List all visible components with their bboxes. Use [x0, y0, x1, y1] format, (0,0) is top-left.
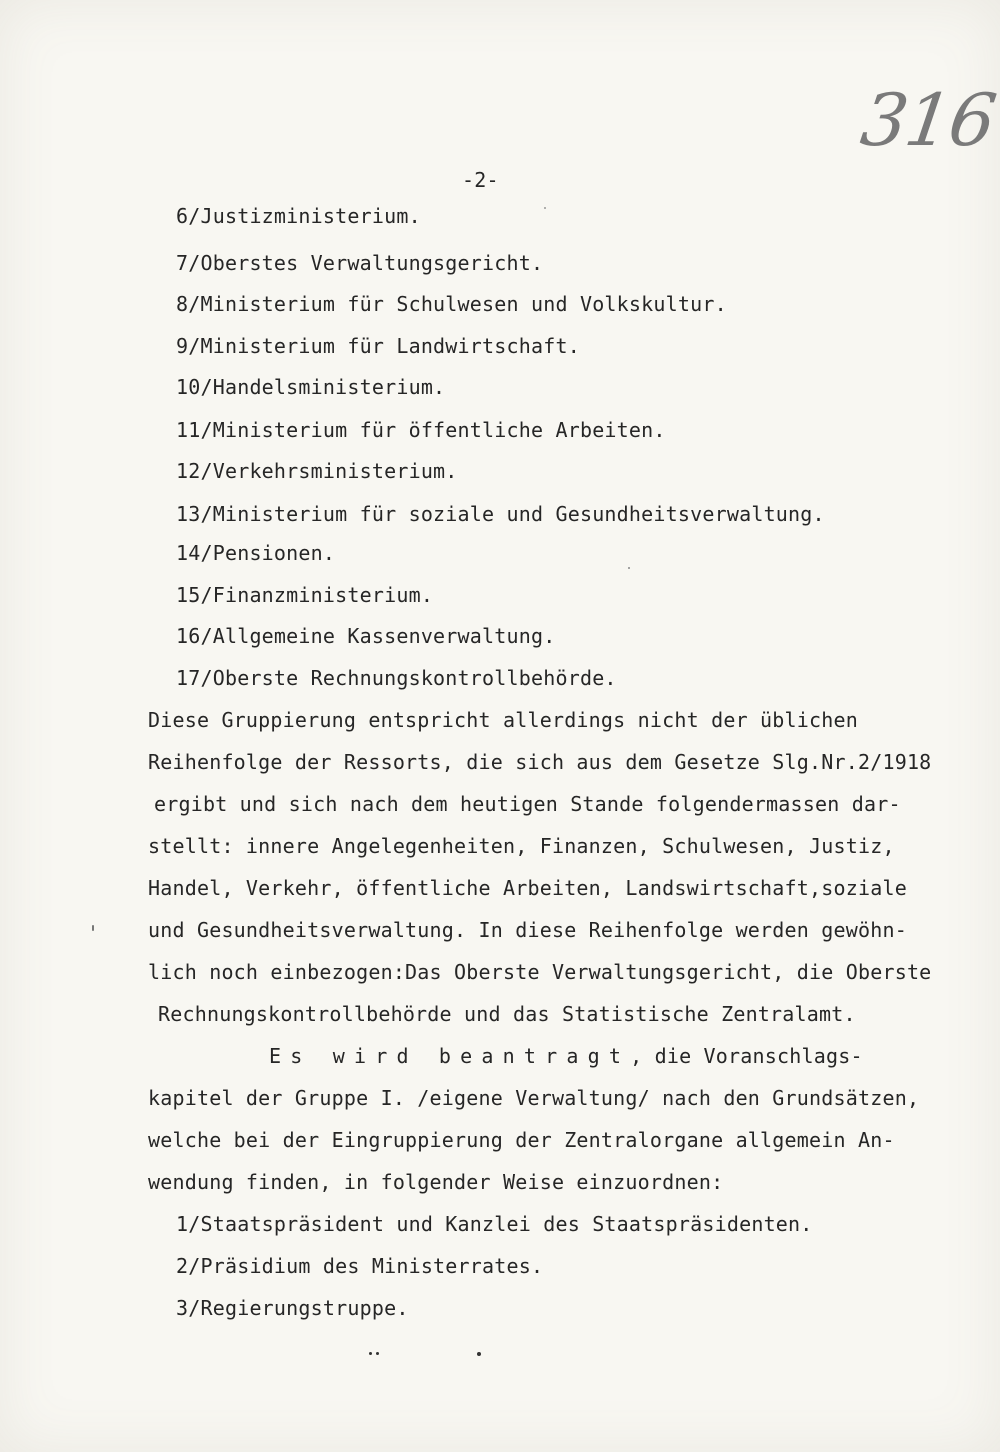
- paragraph-line: Reihenfolge der Ressorts, die sich aus dem Gesetze Slg.Nr.2/1918: [148, 750, 932, 774]
- list-item: 11/Ministerium für öffentliche Arbeiten.: [176, 418, 666, 442]
- list-item: 12/Verkehrsministerium.: [176, 459, 458, 483]
- continuation-dot: [376, 1352, 379, 1355]
- list-item: 10/Handelsministerium.: [176, 375, 446, 399]
- paragraph-line: kapitel der Gruppe I. /eigene Verwaltung/ nach den Grundsätzen,: [148, 1086, 920, 1110]
- paragraph-line: Rechnungskontrollbehörde und das Statistische Zentralamt.: [158, 1002, 856, 1026]
- paper-speck: [544, 207, 546, 209]
- list-item: 13/Ministerium für soziale und Gesundheitsverwaltung.: [176, 502, 825, 526]
- list-item: 7/Oberstes Verwaltungsgericht.: [176, 251, 544, 275]
- list-item: 14/Pensionen.: [176, 541, 336, 565]
- list-item: 8/Ministerium für Schulwesen und Volkskultur.: [176, 292, 727, 316]
- list-item: 17/Oberste Rechnungskontrollbehörde.: [176, 666, 617, 690]
- page-number: -2-: [462, 168, 499, 192]
- list-item: 3/Regierungstruppe.: [176, 1296, 409, 1320]
- paragraph-first-line: [269, 1044, 863, 1068]
- paragraph-line: lich noch einbezogen:Das Oberste Verwaltungsgericht, die Oberste: [148, 960, 932, 984]
- list-item: 2/Präsidium des Ministerrates.: [176, 1254, 544, 1278]
- list-item: 15/Finanzministerium.: [176, 583, 434, 607]
- list-item: 9/Ministerium für Landwirtschaft.: [176, 334, 580, 358]
- paragraph-line: welche bei der Eingruppierung der Zentralorgane allgemein An-: [148, 1128, 895, 1152]
- paragraph-line: Diese Gruppierung entspricht allerdings nicht der üblichen: [148, 708, 858, 732]
- continuation-dot: [477, 1352, 481, 1356]
- list-item: 16/Allgemeine Kassenverwaltung.: [176, 624, 556, 648]
- paragraph-line: Handel, Verkehr, öffentliche Arbeiten, Landswirtschaft,soziale: [148, 876, 907, 900]
- handwritten-folio-number: 316: [856, 78, 1000, 162]
- continuation-dot: [369, 1352, 372, 1355]
- paragraph-line: wendung finden, in folgender Weise einzuordnen:: [148, 1170, 724, 1194]
- spaced-emphasis: Es wird beantragt: [269, 1044, 631, 1068]
- list-item: 1/Staatspräsident und Kanzlei des Staatspräsidenten.: [176, 1212, 813, 1236]
- paragraph-line: und Gesundheitsverwaltung. In diese Reihenfolge werden gewöhn-: [148, 918, 907, 942]
- first-line-rest: , die Voranschlags-: [630, 1044, 863, 1068]
- paragraph-line: stellt: innere Angelegenheiten, Finanzen, Schulwesen, Justiz,: [148, 834, 895, 858]
- paper-speck: [628, 567, 630, 569]
- paper-speck: [92, 925, 94, 931]
- list-item: 6/Justizministerium.: [176, 204, 421, 228]
- paragraph-line: ergibt und sich nach dem heutigen Stande folgendermassen dar-: [154, 792, 901, 816]
